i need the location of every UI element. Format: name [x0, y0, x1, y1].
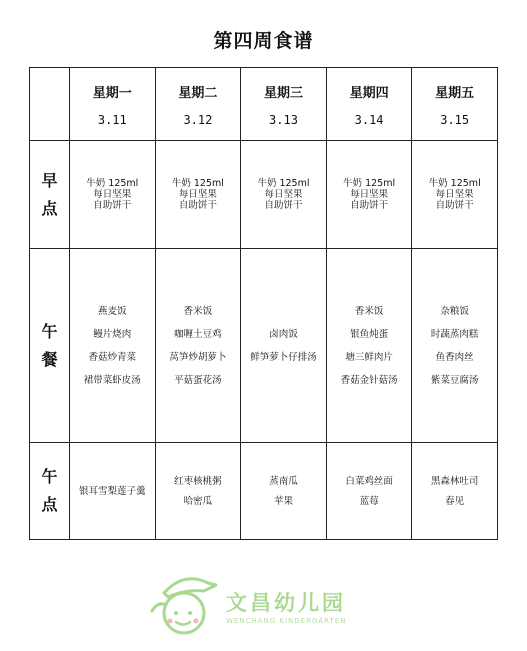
header-row: [30, 68, 498, 141]
menu-item: 每日坚果: [435, 189, 474, 200]
meal-label-char: 午: [41, 321, 58, 341]
menu-item: 咖喱土豆鸡: [174, 328, 222, 340]
meal-label-char: 点: [41, 198, 58, 218]
day-header: [70, 68, 156, 141]
meal-label-breakfast: [30, 141, 70, 249]
menu-item: 牛奶 125ml: [171, 178, 224, 189]
breakfast-cell: [326, 141, 412, 249]
menu-item: 牛奶 125ml: [343, 178, 396, 189]
day-date: 3.14: [354, 112, 384, 127]
menu-item: 平菇蛋花汤: [174, 374, 222, 386]
lunch-cell: [70, 249, 156, 443]
menu-item: 红枣核桃粥: [174, 475, 222, 487]
day-header: [412, 68, 498, 141]
day-header: [155, 68, 241, 141]
corner-cell: [30, 68, 70, 141]
meal-label-char: 餐: [41, 349, 58, 369]
menu-item: 燕麦饭: [98, 305, 127, 317]
menu-item: 白菜鸡丝面: [345, 475, 393, 487]
menu-item: 自助饼干: [350, 200, 389, 211]
menu-item: 鳗片烧肉: [93, 328, 132, 340]
menu-item: 莴笋炒胡萝卜: [169, 351, 227, 363]
child-face-icon: [146, 571, 224, 641]
menu-item: 春见: [445, 495, 465, 507]
lunch-cell: [241, 249, 327, 443]
snack-cell: [326, 443, 412, 540]
menu-item: 每日坚果: [264, 189, 303, 200]
menu-item: 哈密瓜: [183, 495, 213, 507]
menu-table: [29, 67, 498, 540]
menu-item: 塘三鲜肉片: [345, 351, 393, 363]
day-name: 星期五: [435, 85, 475, 101]
day-date: 3.12: [183, 112, 213, 127]
menu-item: 紫菜豆腐汤: [430, 374, 479, 386]
logo-subtitle: WENCHANG KINDERGARTEN: [226, 617, 347, 625]
day-name: 星期二: [178, 85, 218, 101]
menu-item: 杂粮饭: [440, 305, 469, 317]
snack-cell: [412, 443, 498, 540]
day-date: 3.13: [269, 112, 298, 127]
snack-cell: [70, 443, 156, 540]
menu-item: 自助饼干: [93, 200, 132, 211]
breakfast-cell: [412, 141, 498, 249]
menu-item: 鱼香肉丝: [435, 351, 474, 363]
menu-item: 牛奶 125ml: [428, 178, 481, 189]
menu-item: 香菇金针菇汤: [340, 374, 398, 386]
snack-row: [30, 443, 498, 540]
menu-item: 苹果: [273, 495, 293, 507]
menu-item: 自助饼干: [178, 200, 217, 211]
menu-item: 银鱼炖蛋: [350, 328, 389, 340]
menu-item: 牛奶 125ml: [86, 178, 139, 189]
menu-item: 自助饼干: [264, 200, 303, 211]
menu-item: 香米饭: [354, 305, 384, 317]
menu-item: 每日坚果: [93, 189, 132, 200]
page-title: 第四周食谱: [213, 30, 314, 52]
meal-label-snack: [30, 443, 70, 540]
lunch-cell: [412, 249, 498, 443]
menu-item: 鲜笋萝卜仔排汤: [250, 351, 317, 363]
menu-item: 黑森林吐司: [430, 475, 479, 487]
meal-label-char: 午: [41, 467, 58, 486]
lunch-cell: [155, 249, 241, 443]
menu-item: 牛奶 125ml: [257, 178, 310, 189]
snack-cell: [241, 443, 327, 540]
menu-item: 每日坚果: [178, 189, 217, 200]
menu-item: 裙带菜虾皮汤: [83, 374, 141, 386]
menu-item: 香菇炒青菜: [88, 351, 137, 363]
logo-name: 文昌幼儿园: [226, 591, 346, 615]
kindergarten-logo: [146, 571, 376, 641]
menu-item: 卤肉饭: [269, 328, 298, 340]
day-date: 3.11: [97, 112, 127, 127]
meal-label-lunch: [30, 249, 70, 443]
meal-label-char: 早: [41, 170, 58, 190]
day-header: [241, 68, 327, 141]
breakfast-cell: [241, 141, 327, 249]
menu-item: 自助饼干: [435, 200, 474, 211]
day-name: 星期四: [349, 85, 389, 101]
breakfast-cell: [155, 141, 241, 249]
menu-item: 蓝莓: [359, 495, 379, 507]
breakfast-cell: [70, 141, 156, 249]
menu-item: 时蔬蒸肉糕: [430, 328, 479, 340]
day-header: [326, 68, 412, 141]
meal-label-char: 点: [41, 495, 58, 514]
day-name: 星期三: [263, 85, 303, 101]
lunch-cell: [326, 249, 412, 443]
snack-cell: [155, 443, 241, 540]
day-date: 3.15: [440, 112, 470, 127]
menu-item: 蒸南瓜: [269, 475, 298, 487]
menu-item: 每日坚果: [350, 189, 389, 200]
menu-item: 银耳雪梨莲子羹: [79, 485, 146, 497]
day-name: 星期一: [92, 85, 132, 101]
breakfast-row: [30, 141, 498, 249]
lunch-row: [30, 249, 498, 443]
menu-item: 香米饭: [183, 305, 213, 317]
